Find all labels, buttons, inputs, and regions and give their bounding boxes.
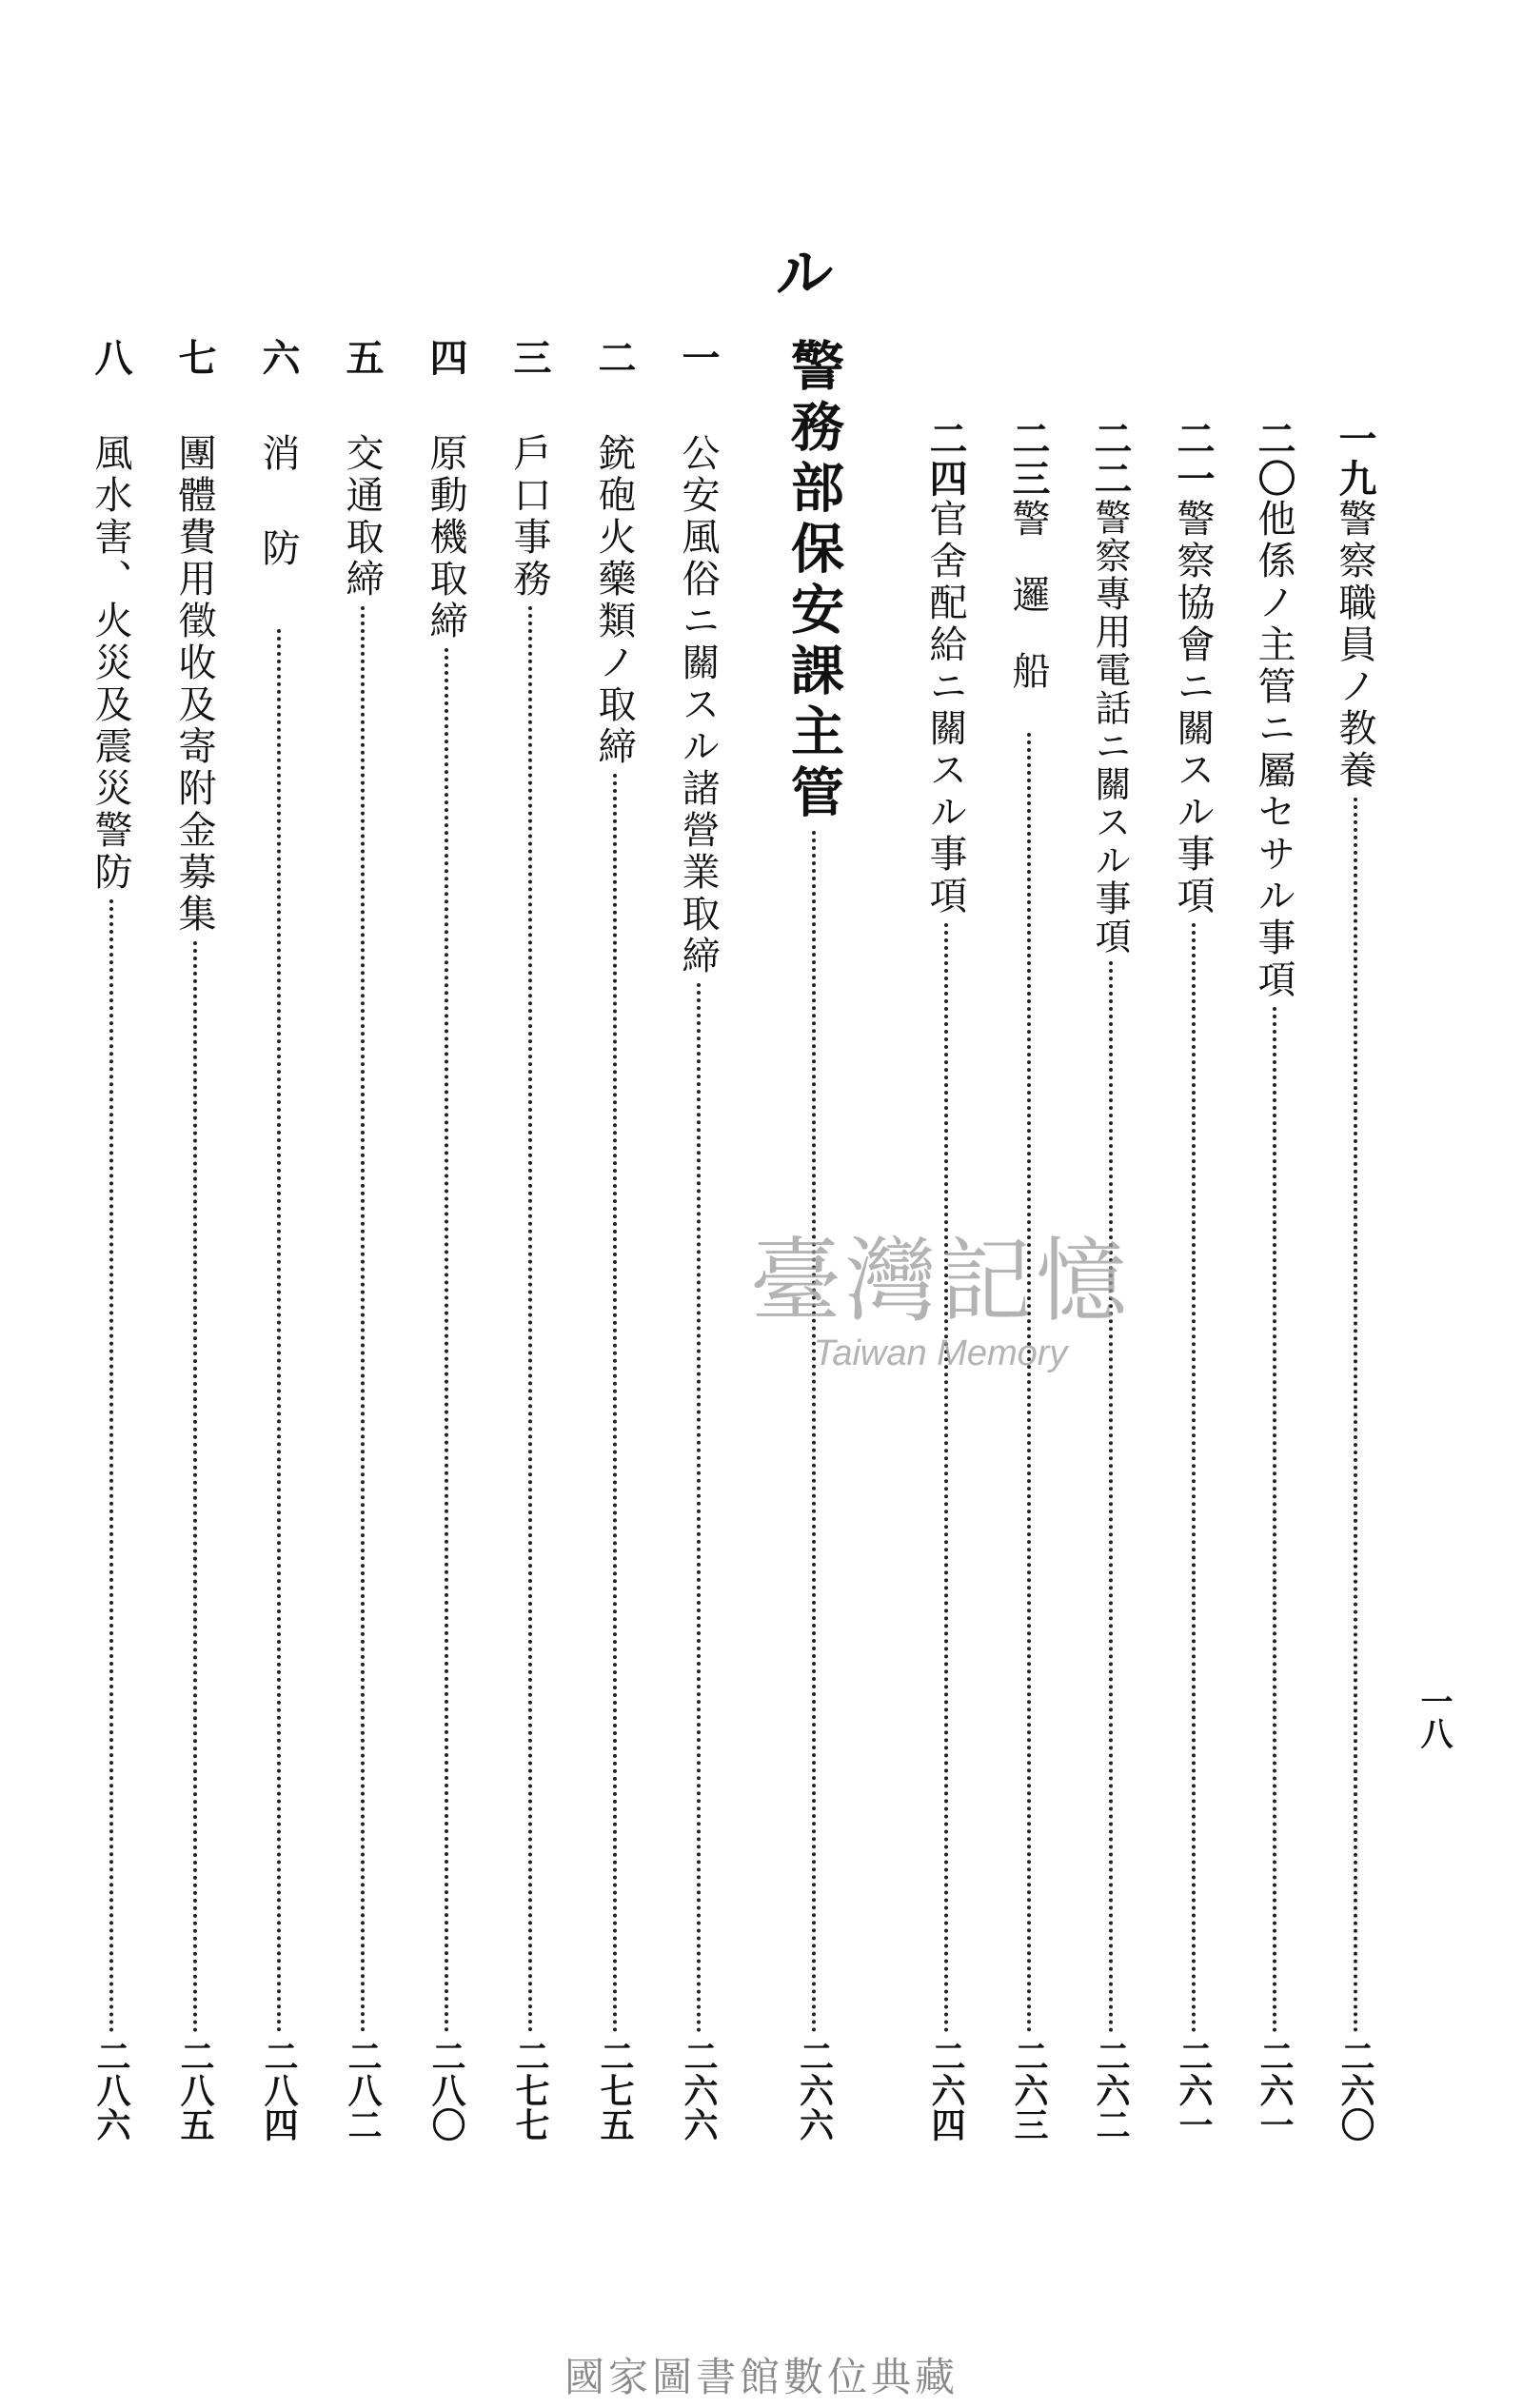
toc-entry-24[interactable] <box>919 419 973 2142</box>
entry-page: 二七五 <box>595 2039 634 2142</box>
toc-entry-19[interactable] <box>1328 419 1382 2142</box>
entry-page: 二七七 <box>510 2039 549 2142</box>
entry-title: 公安風俗ニ關スル諸營業取締 <box>676 433 720 977</box>
section-heading: ル <box>776 241 833 307</box>
dot-leader <box>1354 798 1357 2033</box>
entry-title: 戶口事務 <box>507 433 551 601</box>
dot-leader <box>697 983 701 2033</box>
section-title-page: 二六六 <box>794 2039 834 2142</box>
dot-leader <box>613 774 617 2033</box>
entry-number: 二一 <box>1171 419 1215 499</box>
entry-page: 二八四 <box>259 2039 298 2142</box>
entry-number: 二四 <box>923 419 967 499</box>
entry-number: 一九 <box>1333 419 1376 499</box>
entry-page: 二八六 <box>91 2039 130 2142</box>
toc-entry-22[interactable] <box>1083 419 1137 2142</box>
entry-page: 二六三 <box>1009 2039 1048 2142</box>
entry-page: 二六一 <box>1255 2039 1294 2142</box>
entry-page: 二六二 <box>1091 2039 1130 2142</box>
entry-title: 他係ノ主管ニ屬セサル事項 <box>1252 499 1296 1001</box>
entry-title: 官舍配給ニ關スル事項 <box>923 499 967 918</box>
entry-number: 二 <box>592 338 636 378</box>
dot-leader <box>1192 923 1196 2033</box>
toc-entry-23[interactable] <box>1001 419 1056 2142</box>
entry-page: 二六〇 <box>1335 2039 1375 2142</box>
toc-entry-1[interactable] <box>671 338 725 2142</box>
dot-leader <box>277 629 281 2033</box>
entry-title: 原動機取締 <box>424 433 467 642</box>
toc-entry-4[interactable] <box>419 338 473 2142</box>
entry-title: 團體費用徵收及寄附金募集 <box>172 433 216 936</box>
dot-leader <box>193 941 197 2033</box>
dot-leader <box>528 606 532 2033</box>
entry-number: 五 <box>340 338 384 378</box>
entry-number: 四 <box>424 338 467 378</box>
toc-entry-3[interactable] <box>503 338 557 2142</box>
entry-number: 一 <box>676 338 720 378</box>
toc-entry-2[interactable] <box>587 338 642 2142</box>
entry-title: 警察專用電話ニ關スル事項 <box>1089 499 1131 956</box>
entry-title: 銃砲火藥類ノ取締 <box>592 433 636 768</box>
watermark-english: Taiwan Memory <box>813 1333 1068 1373</box>
toc-entry-6[interactable] <box>251 338 306 2142</box>
page-number: 一八 <box>1414 1685 1453 1749</box>
entry-page: 二八二 <box>343 2039 382 2142</box>
entry-title: 警邏船 <box>1006 499 1050 727</box>
entry-number: 二二 <box>1088 419 1132 499</box>
toc-entry-5[interactable] <box>335 338 389 2142</box>
library-footer: 國家圖書館數位典藏 <box>564 2354 959 2400</box>
dot-leader <box>1109 961 1113 2033</box>
entry-title: 交通取締 <box>340 433 384 601</box>
entry-title: 警察職員ノ教養 <box>1333 499 1376 792</box>
section-title: 警務部保安課主管 <box>782 338 845 825</box>
entry-title: 風水害、火災及震災警防 <box>89 433 132 894</box>
dot-leader <box>361 606 365 2033</box>
entry-page: 二八〇 <box>426 2039 465 2142</box>
toc-entry-8[interactable] <box>84 338 138 2142</box>
watermark-chinese: 臺灣記憶 <box>750 1228 1131 1334</box>
entry-number: 七 <box>172 338 216 378</box>
dot-leader <box>109 899 113 2033</box>
dot-leader <box>1273 1007 1276 2033</box>
entry-title: 警察協會ニ關スル事項 <box>1171 499 1215 918</box>
dot-leader <box>1027 733 1031 2033</box>
entry-page: 二六四 <box>926 2039 965 2142</box>
dot-leader <box>445 648 448 2033</box>
entry-number: 二三 <box>1006 419 1050 499</box>
section-title-entry[interactable] <box>776 338 852 2142</box>
entry-number: 三 <box>507 338 551 378</box>
entry-page: 二八五 <box>175 2039 214 2142</box>
toc-entry-7[interactable] <box>168 338 222 2142</box>
entry-number: 六 <box>256 338 300 378</box>
entry-page: 二六六 <box>679 2039 718 2142</box>
entry-page: 二六一 <box>1174 2039 1213 2142</box>
entry-number: 八 <box>89 338 132 378</box>
entry-number: 二〇 <box>1252 419 1296 499</box>
toc-entry-20[interactable] <box>1247 419 1301 2142</box>
dot-leader <box>812 831 816 2033</box>
toc-entry-21[interactable] <box>1166 419 1220 2142</box>
entry-title: 消防 <box>256 433 300 623</box>
dot-leader <box>944 923 948 2033</box>
